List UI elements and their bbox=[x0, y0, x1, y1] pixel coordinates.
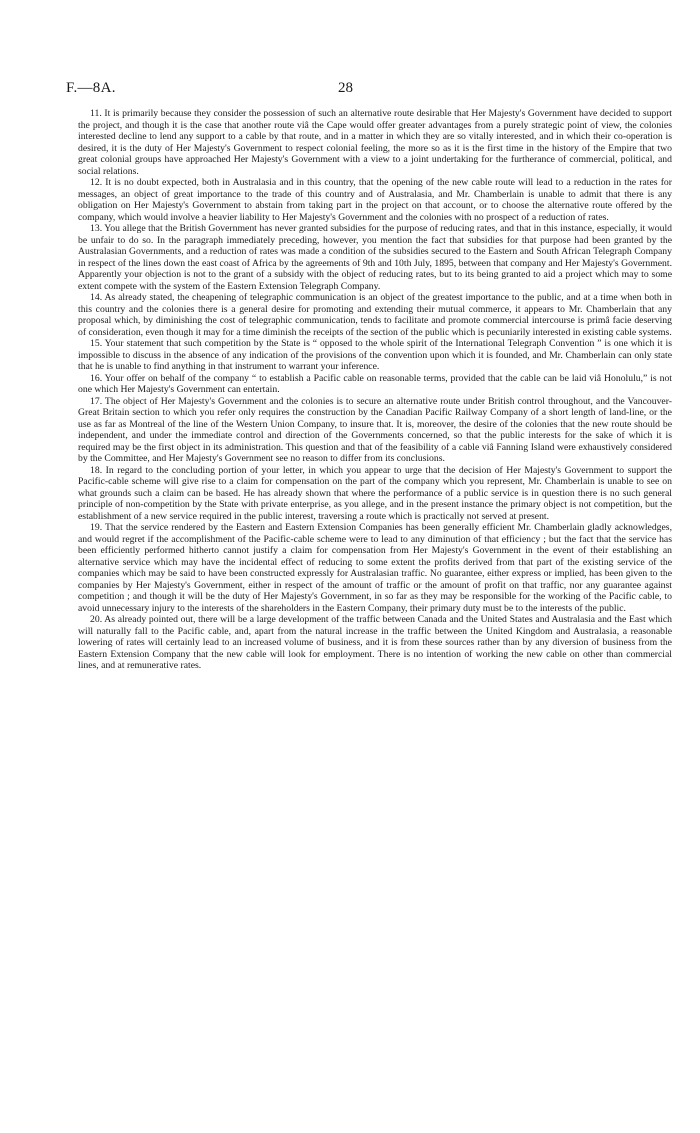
paragraph-17: 17. The object of Her Majesty's Government and the colonies is to secure an alternative route under British control throughout, and the Vancouver-Great Britain section to which you refer only requires the construction by the Canadian Pacific Railway Company of a short length of land-line, or the use as far as Montreal of the line of the Western Union Company, to insure that. It is, moreover, the desire of the colonies that the new route should be independent, and under the immediate control and direction of the Governments concerned, so that the public interests for the sake of which it is required may be the first object in its administration. This question and that of the feasibility of a cable viâ Fanning Island were exhaustively considered by the Committee, and Her Majesty's Government see no reason to differ from its conclusions. bbox=[78, 395, 672, 464]
paragraph-16: 16. Your offer on behalf of the company “ to establish a Pacific cable on reasonable terms, provided that the cable can be laid viâ Honolulu,” is not one which Her Majesty's Government can entertain. bbox=[78, 372, 672, 395]
paragraph-18: 18. In regard to the concluding portion of your letter, in which you appear to urge that the decision of Her Majesty's Government to support the Pacific-cable scheme will give rise to a claim for compensation on the part of the company which you represent, Mr. Chamberlain is unable to see on what grounds such a claim can be based. He has already shown that where the performance of a public service is in question there is no such general principle of non-competition by the State with private enterprise, as you allege, and in the present instance the primary object is not competition, but the establishment of a new service required in the public interest, traversing a route which is practically not served at present. bbox=[78, 464, 672, 522]
paragraph-11: 11. It is primarily because they consider the possession of such an alternative route desirable that Her Majesty's Government have decided to support the project, and though it is the case that another route viâ the Cape would offer greater advantages from a purely strategic point of view, the colonies interested decline to lend any support to a cable by that route, and in a matter in which they are so vitally interested, and in which their co-operation is desired, it is the duty of Her Majesty's Government to respect colonial feeling, the more so as it is the first time in the history of the Empire that two great colonial groups have approached Her Majesty's Government with a view to a joint undertaking for the furtherance of commercial, political, and social relations. bbox=[78, 108, 672, 177]
body-text bbox=[78, 108, 672, 672]
paragraph-20: 20. As already pointed out, there will be a large development of the traffic between Canada and the United States and Australasia and the East which will naturally fall to the Pacific cable, and, apart from the natural increase in the traffic between the United Kingdom and Australasia, a reasonable lowering of rates will certainly lead to an increased volume of business, and it is from these sources rather than by any diversion of business from the Eastern Extension Company that the new cable will look for employment. There is no intention of working the new cable on other than commercial lines, and at remunerative rates. bbox=[78, 614, 672, 671]
paragraph-15: 15. Your statement that such competition by the State is “ opposed to the whole spirit of the International Telegraph Convention ” is one which it is impossible to discuss in the absence of any indication of the provisions of the convention upon which it is founded, and Mr. Chamberlain can only state that he is unable to find anything in that instrument to warrant your inference. bbox=[78, 338, 672, 372]
page-number: 28 bbox=[338, 80, 353, 96]
sheet-code: F.—8A. bbox=[66, 80, 116, 96]
paragraph-19: 19. That the service rendered by the Eastern and Eastern Extension Companies has been generally efficient Mr. Chamberlain gladly acknowledges, and would regret if the accomplishment of the Pacific-cable scheme were to lead to any diminution of that efficiency ; but the fact that the service has been efficiently performed hitherto cannot justify a claim for compensation from Her Majesty's Government in the event of their establishing an alternative service which may have the incidental effect of reducing to some extent the profits derived from that part of the existing service of the companies which may be said to have been constructed expressly for Australasian traffic. No guarantee, either express or implied, has been given to the companies by Her Majesty's Government, either in respect of the amount of traffic or the amount of profit on that traffic, nor any guarantee against competition ; and though it will be the duty of Her Majesty's Government, in so far as they may be responsible for the working of the Pacific cable, to avoid unnecessary injury to the interests of the shareholders in the Eastern Company, their primary duty must be to the interests of the public. bbox=[78, 522, 672, 614]
paragraph-14: 14. As already stated, the cheapening of telegraphic communication is an object of the greatest importance to the public, and at a time when both in this country and the colonies there is a general desire for promoting and extending their mutual commerce, it appears to Mr. Chamberlain that any proposal which, by diminishing the cost of telegraphic communication, tends to facilitate and promote commercial intercourse is primâ facie deserving of consideration, even though it may for a time diminish the receipts of the section of the public which is pecuniarily interested in existing cable systems. bbox=[78, 292, 672, 338]
paragraph-13: 13. You allege that the British Government has never granted subsidies for the purpose of reducing rates, and that in this instance, especially, it would be unfair to do so. In the paragraph immediately preceding, however, you mention the fact that subsidies for that purpose had been granted by the Australasian Governments, and a reduction of rates was made a condition of the subsidies secured to the Eastern and South African Telegraph Company in respect of the lines down the east coast of Africa by the agreements of 9th and 10th July, 1895, between that company and Her Majesty's Government. Apparently your objection is not to the grant of a subsidy with the object of reducing rates, but to its being granted to aid a project which may to some extent compete with the system of the Eastern Extension Telegraph Company. bbox=[78, 223, 672, 292]
page-header bbox=[66, 80, 666, 100]
paragraph-12: 12. It is no doubt expected, both in Australasia and in this country, that the opening of the new cable route will lead to a reduction in the rates for messages, an object of great importance to the trade of this country and of Australasia, and Mr. Chamberlain is unable to admit that there is any obligation on Her Majesty's Government to abstain from taking part in the project on that account, or to choose the alternative route offered by the company, which would involve a heavier liability to Her Majesty's Government and the colonies with no prospect of a reduction of rates. bbox=[78, 177, 672, 223]
